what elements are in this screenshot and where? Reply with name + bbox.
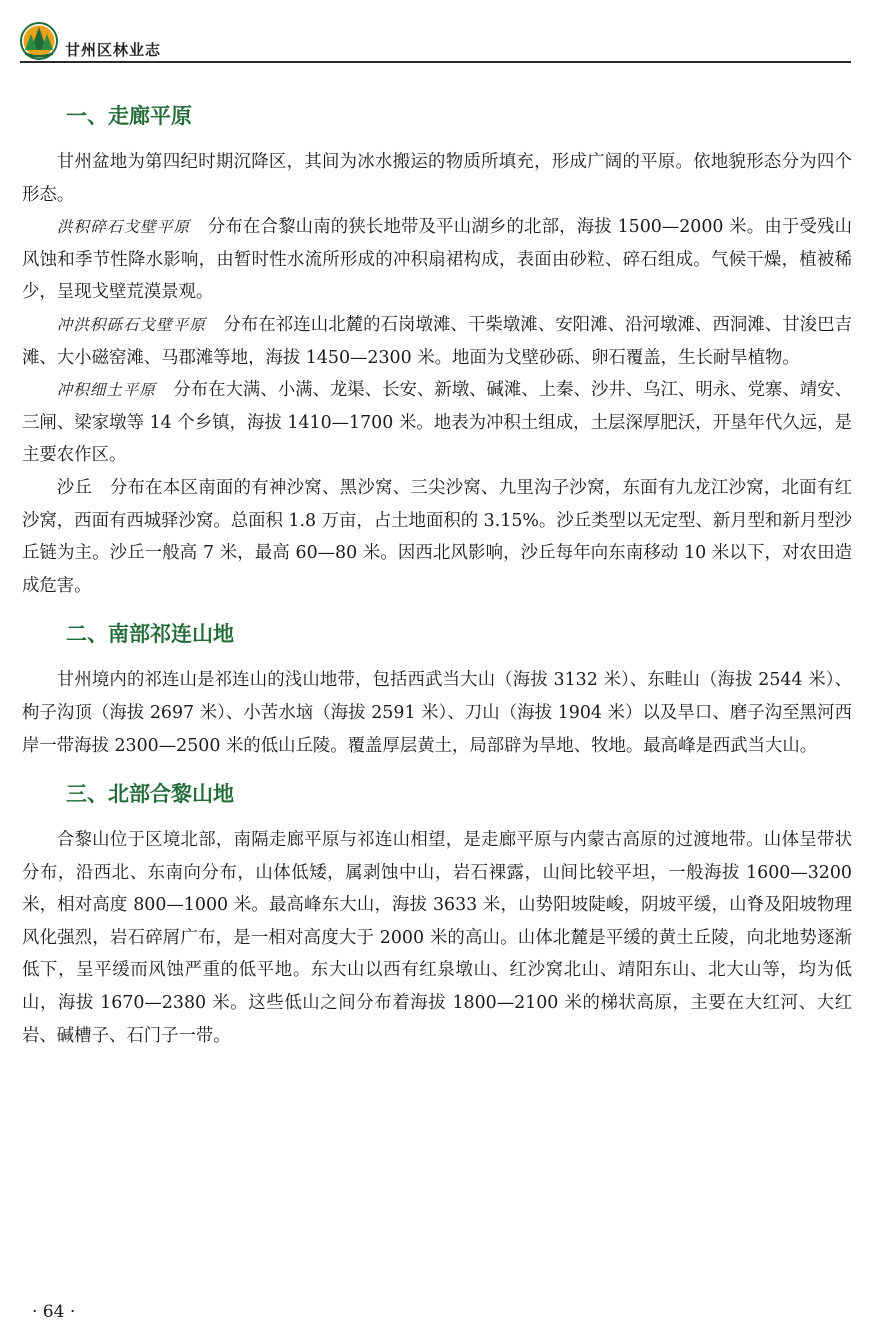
paragraph [22, 472, 852, 602]
paragraph [22, 664, 852, 762]
term-label: 冲洪积砾石戈壁平原 [56, 315, 206, 334]
term-label: 冲积细土平原 [56, 381, 156, 400]
paragraph-text: 分布在大满、小满、龙渠、长安、新墩、碱滩、上秦、沙井、乌江、明永、党寨、靖安、三闸、梁家墩等 14 个乡镇，海拔 1410—1700 米。地表为冲积土组成，土层深厚肥沃，开垦年代久远，是主要农作区。 [22, 380, 852, 466]
page-number: · 64 · [32, 1302, 76, 1322]
page-header [20, 20, 851, 64]
term-label: 洪积碎石戈壁平原 [56, 218, 191, 237]
paragraph [22, 374, 852, 472]
term-label: 沙丘 [56, 477, 93, 498]
paragraph [22, 309, 852, 374]
paragraph-text: 甘州境内的祁连山是祁连山的浅山地带，包括西武当大山（海拔 3132 米）、东畦山（海拔 2544 米）、枸子沟顶（海拔 2697 米）、小苦水垴（海拔 2591 米）、刀山（海拔 1904 米）以及旱口、磨子沟至黑河西岸一带海拔 2300—2500 米的低山丘陵。覆盖厚层黄土，局部辟为旱地、牧地。最高峰是西武当大山。 [22, 670, 852, 756]
section-heading: 三、北部合黎山地 [66, 782, 234, 807]
header-divider [20, 61, 851, 63]
forest-logo-icon [20, 22, 58, 60]
paragraph [22, 146, 852, 211]
paragraph-text: 分布在本区南面的有神沙窝、黑沙窝、三尖沙窝、九里沟子沙窝，东面有九龙江沙窝，北面有红沙窝，西面有西城驿沙窝。总面积 1.8 万亩，占土地面积的 3.15%。沙丘类型以无定型、新月型和新月型沙丘链为主。沙丘一般高 7 米，最高 60—80 米。因西北风影响，沙丘每年向东南移动 10 米以下，对农田造成危害。 [22, 477, 852, 596]
paragraph [22, 211, 852, 309]
paragraph [22, 824, 852, 1052]
paragraph-text: 分布在合黎山南的狭长地带及平山湖乡的北部，海拔 1500—2000 米。由于受残山风蚀和季节性降水影响，由暂时性水流所形成的冲积扇裙构成，表面由砂粒、碎石组成。气候干燥，植被稀少，呈现戈壁荒漠景观。 [22, 217, 852, 303]
main-content [22, 96, 852, 1052]
book-title: 甘州区林业志 [65, 41, 162, 59]
paragraph-text: 分布在祁连山北麓的石岗墩滩、干柴墩滩、安阳滩、沿河墩滩、西洞滩、甘浚巴吉滩、大小磁窑滩、马郡滩等地，海拔 1450—2300 米。地面为戈壁砂砾、卵石覆盖，生长耐旱植物。 [22, 314, 852, 368]
section-heading: 一、走廊平原 [66, 104, 192, 128]
paragraph-text: 甘州盆地为第四纪时期沉降区，其间为冰水搬运的物质所填充，形成广阔的平原。依地貌形态分为四个形态。 [22, 152, 852, 205]
section-heading: 二、南部祁连山地 [66, 622, 234, 647]
paragraph-text: 合黎山位于区境北部，南隔走廊平原与祁连山相望，是走廊平原与内蒙古高原的过渡地带。山体呈带状分布，沿西北、东南向分布，山体低矮，属剥蚀中山，岩石裸露，山间比较平坦，一般海拔 1600—3200 米，相对高度 800—1000 米。最高峰东大山，海拔 3633 米，山势阳坡陡峻，阴坡平缓，山脊及阳坡物理风化强烈，岩石碎屑广布，是一相对高度大于 2000 米的高山。山体北麓是平缓的黄土丘陵，向北地势逐渐低下，呈平缓而风蚀严重的低平地。东大山以西有红泉墩山、红沙窝北山、靖阳东山、北大山等，均为低山，海拔 1670—2380 米。这些低山之间分布着海拔 1800—2100 米的梯状高原，主要在大红河、大红岩、碱槽子、石门子一带。 [22, 830, 852, 1046]
